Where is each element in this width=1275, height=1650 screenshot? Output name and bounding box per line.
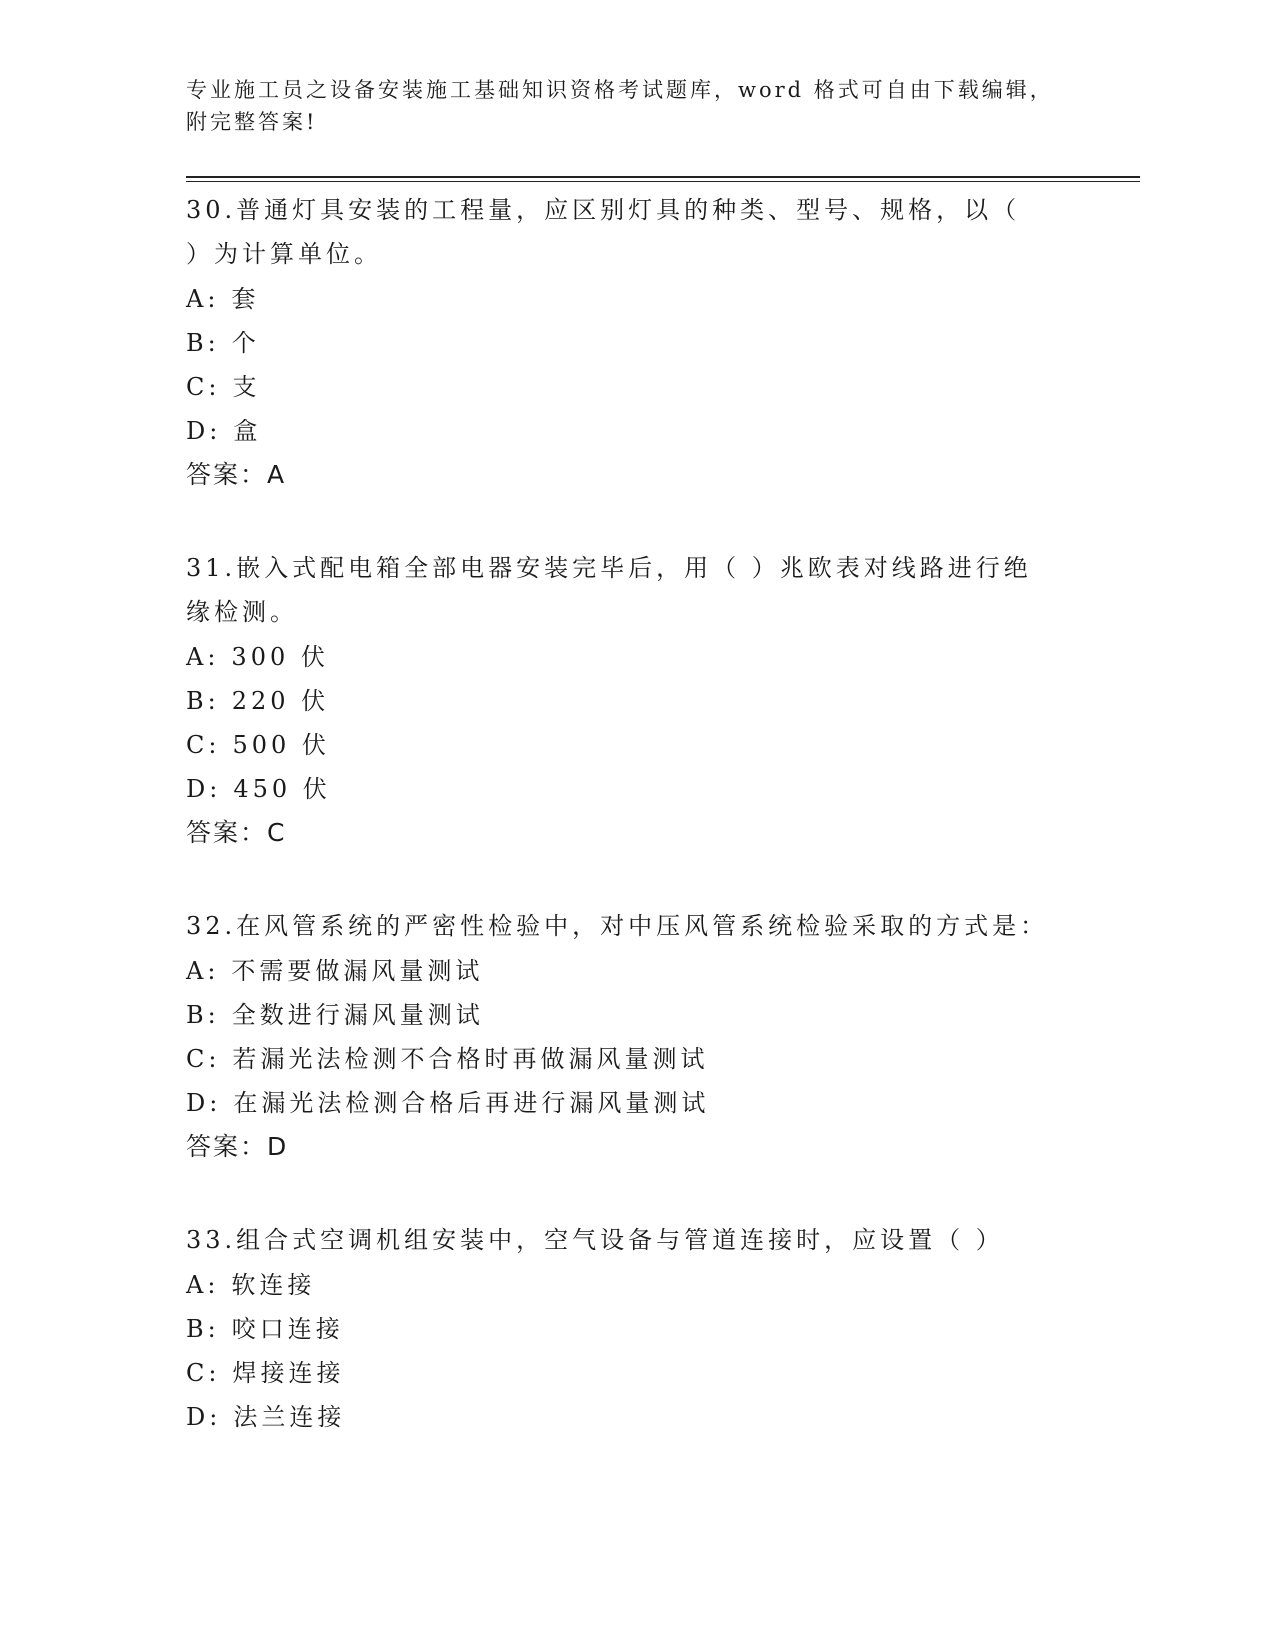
option-label: C: — [186, 1045, 221, 1073]
option-label: D: — [186, 775, 222, 803]
question-32-option-c — [186, 1044, 708, 1074]
question-30-option-b — [186, 328, 260, 358]
option-label: B: — [186, 329, 220, 357]
question-33-option-c — [186, 1358, 344, 1388]
option-label: A: — [186, 1271, 220, 1299]
question-33-stem-line-1: 33.组合式空调机组安装中，空气设备与管道连接时，应设置（ ） — [186, 1226, 1004, 1254]
option-label: C: — [186, 373, 221, 401]
question-30-stem-line-1: 30.普通灯具安装的工程量，应区别灯具的种类、型号、规格，以（ — [186, 196, 1021, 224]
question-31-option-d — [186, 774, 331, 804]
intro-line-2: 附完整答案! — [186, 110, 318, 134]
question-31-stem — [186, 546, 1066, 634]
header-divider — [186, 176, 1140, 178]
question-30-stem — [186, 188, 1066, 276]
question-32-option-d — [186, 1088, 709, 1118]
question-32-stem-line-1: 32.在风管系统的严密性检验中，对中压风管系统检验采取的方式是： — [186, 912, 1049, 940]
option-text: 个 — [231, 329, 260, 357]
question-30-option-d — [186, 416, 261, 446]
option-text: 若漏光法检测不合格时再做漏风量测试 — [232, 1045, 709, 1073]
question-32-option-a — [186, 956, 483, 986]
option-label: A: — [186, 643, 220, 671]
option-text: 全数进行漏风量测试 — [231, 1001, 484, 1029]
question-31-stem-line-1: 31.嵌入式配电箱全部电器安装完毕后，用（ ）兆欧表对线路进行绝 — [186, 554, 1032, 582]
question-32-answer: 答案：D — [186, 1132, 289, 1161]
question-31-option-b — [186, 686, 329, 716]
option-text: 法兰连接 — [233, 1403, 346, 1431]
option-label: B: — [186, 1315, 220, 1343]
document-intro — [186, 74, 1086, 138]
question-33-stem — [186, 1218, 1066, 1262]
question-30-option-a — [186, 284, 259, 314]
option-label: A: — [186, 285, 220, 313]
question-32-option-b — [186, 1000, 484, 1030]
option-text: 套 — [231, 285, 260, 313]
question-31-answer: 答案：C — [186, 818, 287, 847]
option-label: A: — [186, 957, 220, 985]
option-label: C: — [186, 731, 221, 759]
option-text: 软连接 — [231, 1271, 316, 1299]
intro-line-1: 专业施工员之设备安装施工基础知识资格考试题库，word 格式可自由下载编辑， — [186, 78, 1054, 102]
question-31-option-a — [186, 642, 329, 672]
option-label: D: — [186, 1089, 222, 1117]
option-label: D: — [186, 417, 222, 445]
option-label: B: — [186, 687, 220, 715]
question-31-stem-line-2: 缘检测。 — [186, 598, 298, 626]
option-text: 咬口连接 — [231, 1315, 344, 1343]
question-30-answer: 答案：A — [186, 460, 287, 489]
option-text: 焊接连接 — [232, 1359, 345, 1387]
option-label: D: — [186, 1403, 222, 1431]
header-divider-thin — [186, 181, 1140, 182]
question-33-option-d — [186, 1402, 345, 1432]
option-text: 220 伏 — [231, 687, 330, 715]
question-30-stem-line-2: ）为计算单位。 — [186, 240, 382, 268]
option-text: 300 伏 — [231, 643, 329, 671]
question-32-stem — [186, 904, 1066, 948]
option-text: 450 伏 — [233, 775, 331, 803]
question-33-option-b — [186, 1314, 344, 1344]
question-31-option-c — [186, 730, 330, 760]
option-label: C: — [186, 1359, 221, 1387]
option-text: 500 伏 — [232, 731, 330, 759]
option-text: 支 — [232, 373, 261, 401]
option-text: 在漏光法检测合格后再进行漏风量测试 — [233, 1089, 710, 1117]
question-33-option-a — [186, 1270, 315, 1300]
option-label: B: — [186, 1001, 220, 1029]
option-text: 盒 — [233, 417, 262, 445]
option-text: 不需要做漏风量测试 — [231, 957, 484, 985]
question-30-option-c — [186, 372, 260, 402]
